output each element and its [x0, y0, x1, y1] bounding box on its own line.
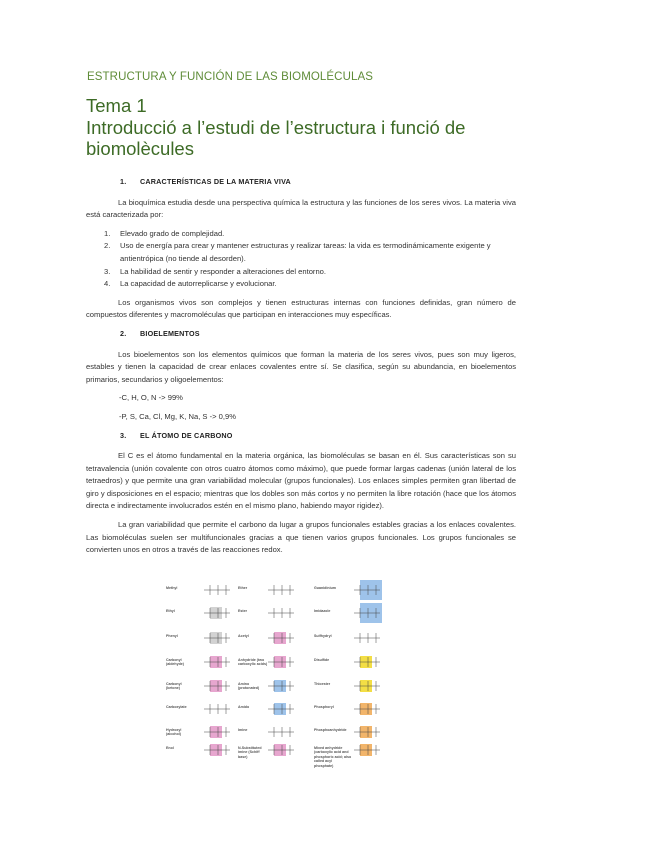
functional-group-label: Carbonyl (ketone)	[166, 682, 182, 691]
functional-group-label: Acetyl	[238, 634, 249, 638]
list-item: 2. Uso de energía para crear y mantener estructuras y realizar tareas: la vida es termodinámicamente exigente y antientrópica (no tiende al desorden).	[104, 241, 491, 263]
functional-group-label: Phosphoanhydride	[314, 728, 347, 732]
section-heading-1: 1. CARACTERÍSTICAS DE LA MATERIA VIVA	[120, 177, 291, 186]
functional-group-structure	[268, 727, 294, 737]
functional-group-structure	[354, 580, 382, 600]
functional-group-structure	[354, 726, 380, 738]
functional-group-label: Amino (protonated)	[238, 682, 260, 691]
functional-group-structure	[204, 607, 230, 619]
paragraph-carbon-2: La gran variabilidad que permite el carbono da lugar a grupos funcionales estables gracias a los enlaces covalentes. Las biomoléculas suelen ser multifuncionales gracias a que tienen varios grupos funcionales. Los grupos funcionales se convierten unos en otros a través de las reacciones redox.	[86, 520, 516, 555]
functional-group-label: Imidazole	[314, 609, 331, 613]
functional-group-label: Anhydride (two carboxylic acids)	[238, 658, 268, 667]
functional-group-structure	[354, 656, 380, 668]
functional-group-structure	[354, 703, 380, 715]
section-heading-2: 2. BIOELEMENTOS	[120, 328, 200, 338]
paragraph-bioelements: Los bioelementos son los elementos químicos que forman la materia de los seres vivos, pues son muy ligeros, estables y tienen la capacidad de crear enlaces covalentes entre sí. Se clasifica, según su abundancia, en bioelementos primarios, secundarios y oligoelementos:	[86, 349, 516, 384]
functional-group-structure	[204, 704, 230, 714]
functional-group-label: Sulfhydryl	[314, 634, 332, 638]
document-body	[86, 176, 516, 557]
functional-group-structure	[204, 680, 230, 692]
functional-group-label: Mixed anhydride (carboxylic acid and phosphoric acid; also called acyl phosphate)	[314, 746, 352, 768]
characteristics-list	[86, 228, 516, 291]
list-item: 3. La habilidad de sentir y responder a alteraciones del entorno.	[104, 266, 327, 276]
functional-group-label: Ether	[238, 586, 248, 590]
list-item: 4. La capacidad de autorreplicarse y evolucionar.	[104, 279, 277, 289]
functional-group-structure	[204, 726, 230, 738]
functional-group-structure	[268, 680, 294, 692]
functional-group-label: Ester	[238, 609, 247, 613]
paragraph-carbon-1: El C es el átomo fundamental en la materia orgánica, las biomoléculas se basan en él. Sus características son su tetravalencia (unión covalente con otros cuatro átomos como máximo), que puede formar largas cadenas (unión lateral de los tetraedros) y que permite una gran variabilidad molecular (grupos funcionales). Los enlaces simples permiten gran libertad de giro y disposiciones en el espacio; mientras que los dobles son más cortos y no permiten la libre rotación (hace que los átomos directa e indirectamente involucrados estén en el mismo plano, habiendo mayor rigidez).	[86, 451, 516, 511]
functional-group-label: Guanidinium	[314, 586, 336, 590]
functional-group-structure	[204, 585, 230, 595]
functional-group-label: Carboxylate	[166, 705, 187, 709]
paragraph-closing: Los organismos vivos son complejos y tienen estructuras internas con funciones definidas, gran número de compuestos diferentes y macromoléculas que participan en interacciones muy específicas.	[86, 297, 516, 320]
list-item: 1. Elevado grado de complejidad.	[104, 228, 225, 238]
functional-group-structure	[268, 608, 294, 618]
topic-number: Tema 1	[86, 95, 147, 116]
functional-group-label: Methyl	[166, 586, 178, 590]
functional-group-label: Phenyl	[166, 634, 178, 638]
functional-groups-figure	[166, 580, 414, 766]
functional-group-structure	[354, 680, 380, 692]
functional-group-structure	[204, 632, 230, 644]
functional-group-label: Enol	[166, 746, 174, 750]
section-heading-3: 3. EL ÁTOMO DE CARBONO	[120, 430, 233, 440]
functional-groups-image	[166, 580, 414, 766]
functional-group-label: Phosphoryl	[314, 705, 334, 709]
functional-group-label: Carbonyl (aldehyde)	[166, 658, 184, 667]
primary-elements: -C, H, O, N -> 99%	[119, 393, 183, 403]
secondary-elements: -P, S, Ca, Cl, Mg, K, Na, S -> 0,9%	[119, 411, 236, 421]
functional-group-structure	[354, 633, 380, 643]
functional-group-structure	[268, 585, 294, 595]
functional-group-label: Amido	[238, 705, 250, 709]
functional-group-structure	[204, 656, 230, 668]
topic-title: Introducció a l’estudi de l’estructura i funció de biomolècules	[86, 116, 466, 159]
functional-group-structure	[268, 703, 294, 715]
functional-group-structure	[354, 744, 380, 756]
paragraph-intro: La bioquímica estudia desde una perspectiva química la estructura y las funciones de los seres vivos. La materia viva está caracterizada por:	[86, 197, 516, 220]
functional-group-label: N-Substituted imine (Schiff base)	[238, 746, 262, 759]
functional-group-structure	[204, 744, 230, 756]
course-title: ESTRUCTURA Y FUNCIÓN DE LAS BIOMOLÉCULAS	[87, 71, 374, 83]
functional-group-label: Ethyl	[166, 609, 175, 613]
functional-group-label: Hydroxyl (alcohol)	[166, 728, 182, 737]
functional-group-structure	[268, 744, 294, 756]
functional-group-label: Imine	[238, 728, 248, 732]
functional-group-structure	[268, 632, 294, 644]
functional-group-label: Thioester	[314, 682, 331, 686]
functional-group-structure	[268, 656, 294, 668]
functional-group-structure	[354, 603, 382, 623]
document-title	[86, 95, 506, 160]
functional-group-label: Disulfide	[314, 658, 330, 662]
